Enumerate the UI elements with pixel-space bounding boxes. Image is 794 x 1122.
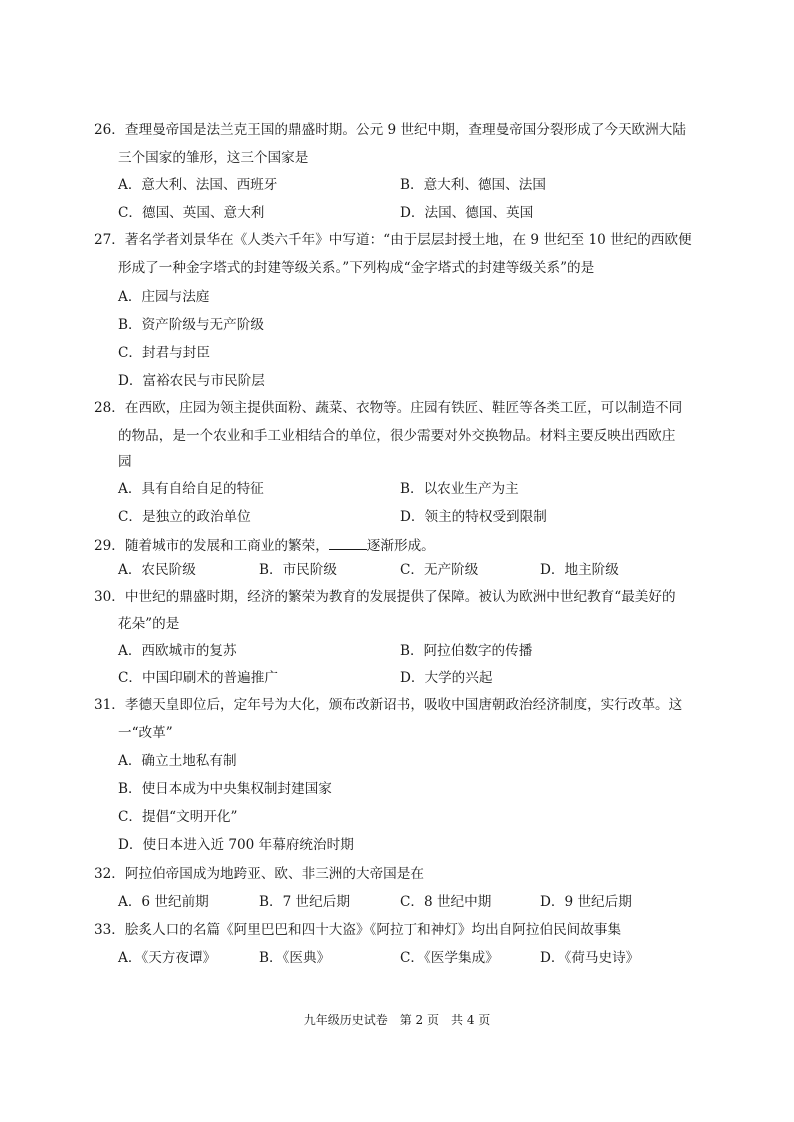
page-footer: 九年级历史试卷 第 2 页 共 4 页 bbox=[303, 1013, 491, 1027]
q28-option-d: D．领主的特权受到限制 bbox=[400, 509, 547, 525]
q32-option-d: D．9 世纪后期 bbox=[540, 894, 632, 910]
q26-option-c: C．德国、英国、意大利 bbox=[118, 205, 265, 221]
q26-option-a: A．意大利、法国、西班牙 bbox=[118, 177, 278, 193]
q27-option-d: D．富裕农民与市民阶层 bbox=[118, 373, 265, 389]
q32-option-a: A．6 世纪前期 bbox=[118, 894, 209, 910]
q27-option-c: C．封君与封臣 bbox=[118, 345, 210, 361]
q29-option-b: B．市民阶级 bbox=[259, 562, 337, 578]
q27-stem-line2: 形成了一种金字塔式的封建等级关系。”下列构成“金字塔式的封建等级关系”的是 bbox=[118, 260, 595, 276]
q26-option-b: B．意大利、德国、法国 bbox=[400, 177, 546, 193]
q26-stem-line1: 26．查理曼帝国是法兰克王国的鼎盛时期。公元 9 世纪中期，查理曼帝国分裂形成了今天欧洲大陆 bbox=[94, 122, 686, 138]
q30-option-d: D．大学的兴起 bbox=[400, 670, 493, 686]
q28-stem-line2: 的物品，是一个农业和手工业相结合的单位，很少需要对外交换物品。材料主要反映出西欧庄 bbox=[118, 428, 676, 444]
q27-option-b: B．资产阶级与无产阶级 bbox=[118, 317, 264, 333]
q30-option-c: C．中国印刷术的普遍推广 bbox=[118, 670, 278, 686]
q33-option-c: C．《医学集成》 bbox=[400, 950, 499, 966]
q30-option-a: A．西欧城市的复苏 bbox=[118, 643, 237, 659]
q31-option-c: C．提倡“文明开化” bbox=[118, 809, 238, 825]
q33-stem: 33．脍炙人口的名篇《阿里巴巴和四十大盗》《阿拉丁和神灯》均出自阿拉伯民间故事集 bbox=[94, 922, 622, 938]
q29-stem-before-blank: 29．随着城市的发展和工商业的繁荣， bbox=[94, 538, 329, 554]
q27-stem-line1: 27．著名学者刘景华在《人类六千年》中写道：“由于层层封授土地，在 9 世纪至 10 世纪的西欧便 bbox=[94, 232, 692, 248]
q28-stem-line3: 园 bbox=[118, 454, 132, 470]
q28-option-b: B．以农业生产为主 bbox=[400, 481, 519, 497]
q33-option-d: D．《荷马史诗》 bbox=[540, 950, 640, 966]
q29-stem bbox=[94, 535, 435, 555]
q28-stem-line1: 28．在西欧，庄园为领主提供面粉、蔬菜、衣物等。庄园有铁匠、鞋匠等各类工匠，可以制造不同 bbox=[94, 400, 683, 416]
q28-option-a: A．具有自给自足的特征 bbox=[118, 481, 264, 497]
q28-option-c: C．是独立的政治单位 bbox=[118, 509, 251, 525]
q31-option-b: B．使日本成为中央集权制封建国家 bbox=[118, 781, 332, 797]
q27-option-a: A．庄园与法庭 bbox=[118, 289, 210, 305]
q29-stem-after-blank: 逐渐形成。 bbox=[366, 538, 435, 554]
q29-answer-blank bbox=[329, 535, 367, 550]
q29-option-c: C．无产阶级 bbox=[400, 562, 479, 578]
q31-option-a: A．确立土地私有制 bbox=[118, 753, 237, 769]
q33-option-a: A．《天方夜谭》 bbox=[118, 950, 217, 966]
q32-option-b: B．7 世纪后期 bbox=[259, 894, 350, 910]
q30-option-b: B．阿拉伯数字的传播 bbox=[400, 643, 533, 659]
q30-stem-line1: 30．中世纪的鼎盛时期，经济的繁荣为教育的发展提供了保障。被认为欧洲中世纪教育“最美好的 bbox=[94, 589, 676, 605]
q29-option-d: D．地主阶级 bbox=[540, 562, 619, 578]
q29-option-a: A．农民阶级 bbox=[118, 562, 196, 578]
q32-option-c: C．8 世纪中期 bbox=[400, 894, 492, 910]
q31-stem-line2: 一“改革” bbox=[118, 725, 173, 741]
q30-stem-line2: 花朵”的是 bbox=[118, 616, 180, 632]
q31-option-d: D．使日本进入近 700 年幕府统治时期 bbox=[118, 837, 354, 853]
q26-option-d: D．法国、德国、英国 bbox=[400, 205, 534, 221]
q26-stem-line2: 三个国家的雏形，这三个国家是 bbox=[118, 150, 309, 166]
q33-option-b: B．《医典》 bbox=[259, 950, 331, 966]
q31-stem-line1: 31．孝德天皇即位后，定年号为大化，颁布改新诏书，吸收中国唐朝政治经济制度，实行改革。这 bbox=[94, 697, 683, 713]
q32-stem: 32．阿拉伯帝国成为地跨亚、欧、非三洲的大帝国是在 bbox=[94, 866, 424, 882]
